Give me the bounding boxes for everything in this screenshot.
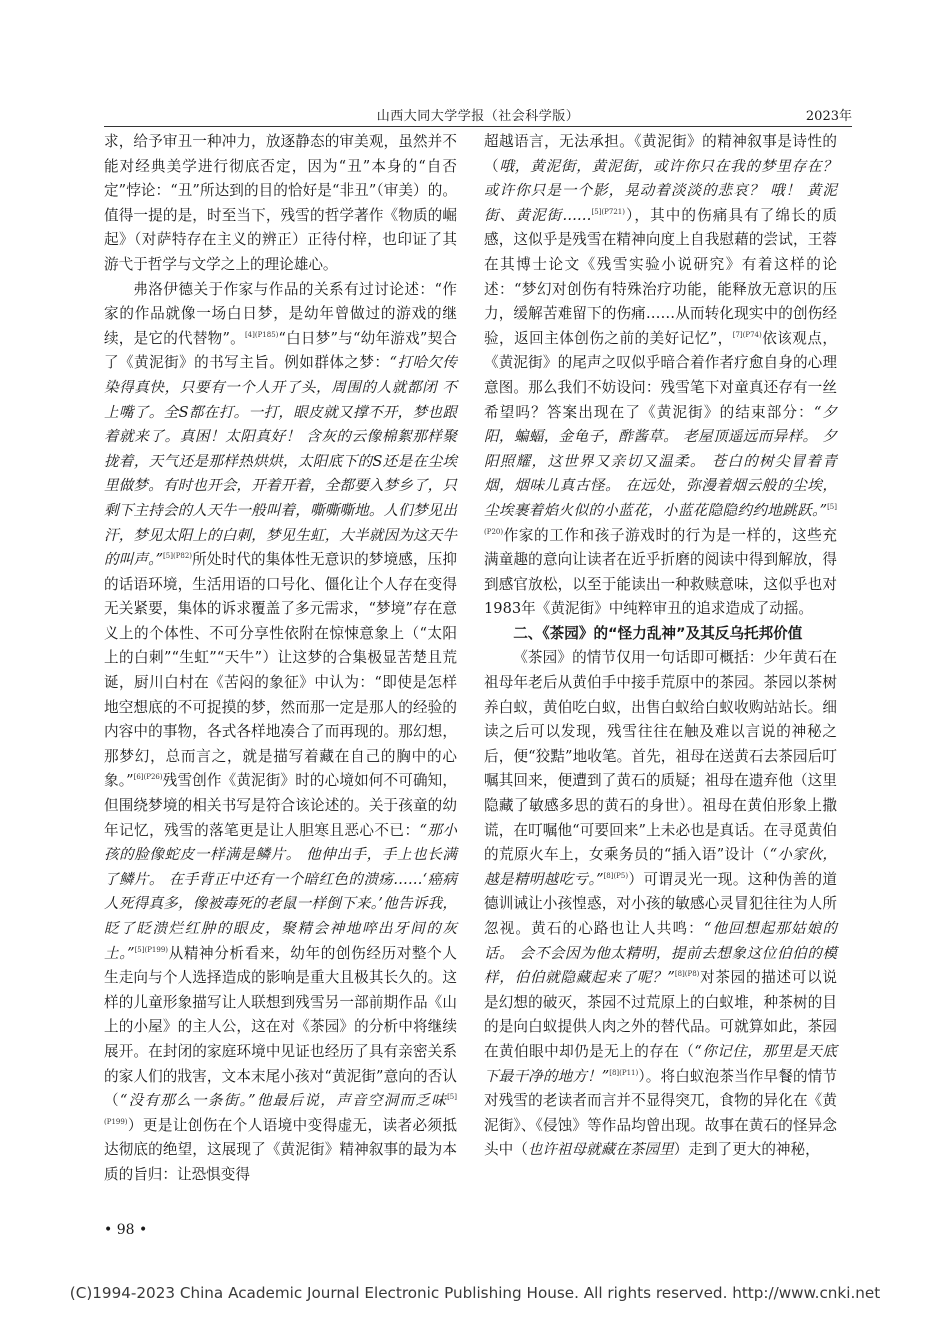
paragraph: 弗洛伊德关于作家与作品的关系有过讨论述：“作家的作品就像一场白日梦，是幼年曾做过的游戏的继续，是它的代替物”。$^{[4](P185)}$“白日梦”与“幼年游戏”契合了《黄泥街》的书写主旨。例如群体之梦：“打哈欠传染得真快，只要有一个人开了头，周围的人就都闭 不上嘴了。全S都在打。一打，眼皮就又撑不开，梦也跟着就来了。真困！太阳真好！ 含灰的云像棉絮那样聚拢着，天气还是那样热烘烘，太阳底下的S还是在尘埃里做梦。有时也开会，开着开着，全都要入梦乡了，只剩下主持会的人天牛一般叫着，嘶嘶嘶地。人们梦见出汗，梦见太阳上的白刺，梦见生虹，大半就因为这天牛的叫声。”$^{[5](P82)}$所处时代的集体性无意识的梦境感，压抑的话语环境，生活用语的口号化、僵化让个人存在变得无关紧要，集体的诉求覆盖了多元需求，“梦境”存在意义上的个体性、不可分享性依附在惊悚意象上（“太阳上的白刺”“生虹”“天牛”）让这梦的合集极显苦楚且荒诞，厨川白村在《苦闷的象征》中认为：“即使是怎样地空想底的不可捉摸的梦，然而那一定是那人的经验的内容中的事物，各式各样地凑合了而再现的。那幻想，那梦幻，总而言之，就是描写着藏在自己的胸中的心象。”$^{[6](P26)}$残雪创作《黄泥街》时的心境如何不可确知，但围绕梦境的相关书写是符合该论述的。关于孩童的幼年记忆，残雪的落笔更是让人胆寒且恶心不已：“那小孩的脸像蛇皮一样满是鳞片。 他伸出手，手上也长满了鳞片。 在手背正中还有一个暗红色的溃疡……‘癌病人死得真多，像被毒死的老鼠一样倒下来。’他告诉我，眨了眨溃烂红肿的眼皮，聚精会神地啐出牙间的灰土。”$^{[5](P199)}$从精神分析看来，幼年的创伤经历对整个人生走向与个人选择造成的影响是重大且极其长久的。这样的儿童形象描写让人联想到残雪另一部前期作品《山上的小屋》的主人公，这在对《茶园》的分析中将继续展开。在封闭的家庭环境中见证也经历了具有亲密关系的家人们的戕害，文本末尾小孩对“黄泥街”意向的否认（“没有那么一条街。”他最后说，声音空洞而乏味$^{[5](P199)}$）更是让创伤在个人语境中变得虚无，读者必须抵达彻底的绝望，这展现了《黄泥街》精神叙事的最为本质的旨归：让恐惧变得: [104, 280, 457, 1183]
page-number: • 98 •: [104, 1222, 148, 1238]
paragraph: 求，给予审丑一种冲力，放逐静态的审美观，虽然并不能对经典美学进行彻底否定，因为“丑”本身的“自否定”悖论：“丑”所达到的目的恰好是“非丑”（审美）的。值得一提的是，时至当下，残雪的哲学著作《物质的崛起》（对萨特存在主义的辨正）正待付梓，也印证了其游弋于哲学与文学之上的理论雄心。: [104, 133, 457, 273]
citation: [7](P74): [732, 330, 762, 339]
quotation: 哦，黄泥街，黄泥街，或许你只在我的梦里存在？ 或许你只是一个影，晃动着淡淡的悲哀？ 哦！ 黄泥街、黄泥街……: [484, 157, 837, 224]
citation: [8](P5): [603, 871, 629, 880]
citation: [5](P199): [134, 945, 169, 954]
citation: [8](P11): [609, 1068, 639, 1077]
quotation: “他回想起那姑娘的话。 会不会因为他太精明，提前去想象这位伯伯的模样，伯伯就隐藏起来了呢？”: [484, 920, 837, 987]
right-column: [484, 130, 837, 1163]
citation: [8](P8): [674, 970, 700, 979]
paragraph: 《茶园》的情节仅用一句话即可概括：少年黄石在祖母年老后从黄伯手中接手荒原中的茶园。茶园以茶树养白蚁，黄伯吃白蚁，出售白蚁给白蚁收购站站长。细读之后可以发现，残雪往往在触及难以言说的神秘之后，便“狡黠”地收笔。首先，祖母在送黄石去茶园后叮嘱其回来，便遭到了黄石的质疑；祖母在遗弃他（这里隐藏了敏感多思的黄石的身世）。祖母在黄伯形象上撒谎，在叮嘱他“可要回来”上未必也是真话。在寻觅黄伯的荒原火车上，女乘务员的“插入语”设计（“小家伙，越是精明越吃亏。”$^{[8](P5)}$）可谓灵光一现。这种伪善的道德训诫让小孩惶惑，对小孩的敏感心灵冒犯往往为人所忽视。黄石的心路也让人共鸣：“他回想起那姑娘的话。 会不会因为他太精明，提前去想象这位伯伯的模样，伯伯就隐藏起来了呢？”$^{[8](P8)}$对茶园的描述可以说是幻想的破灭，茶园不过荒原上的白蚁堆，种茶树的目的是向白蚁提供人肉之外的替代品。可就算如此，茶园在黄伯眼中却仍是无上的存在（“你记住，那里是天底下最干净的地方！”$^{[8](P11)}$）。将白蚁泡茶当作早餐的情节对残雪的老读者而言并不显得突兀，食物的异化在《黄泥街》、《侵蚀》等作品均曾出现。故事在黄石的怪异念头中（也许祖母就藏在茶园里）走到了更大的神秘，: [484, 649, 837, 1159]
quotation: “没有那么一条街。”他最后说，声音空洞而乏味: [119, 1092, 448, 1110]
quotation: “小家伙，越是精明越吃亏。”: [484, 846, 837, 888]
journal-title: 山西大同大学学报（社会科学版）: [376, 109, 580, 124]
running-header: [104, 104, 852, 127]
citation: [5](P20): [484, 502, 837, 536]
quotation: “你记住，那里是天底下最干净的地方！”: [484, 1042, 837, 1085]
citation: [5](P721): [591, 207, 625, 216]
citation: [5](P199): [104, 1093, 457, 1126]
quotation: “那小孩的脸像蛇皮一样满是鳞片。 他伸出手，手上也长满了鳞片。 在手背正中还有一个暗红色的溃疡……‘癌病人死得真多，像被毒死的老鼠一样倒下来。’他告诉我，眨了眨溃烂红肿的眼皮，聚精会神地啐出牙间的灰土。”: [104, 821, 457, 962]
citation: [4](P185): [244, 330, 279, 339]
quotation: “打哈欠传染得真快，只要有一个人开了头，周围的人就都闭 不上嘴了。全S都在打。一打，眼皮就又撑不开，梦也跟着就来了。真困！太阳真好！ 含灰的云像棉絮那样聚拢着，天气还是那样热烘烘，太阳底下的S还是在尘埃里做梦。有时也开会，开着开着，全都要入梦乡了，只剩下主持会的人天牛一般叫着，嘶嘶嘶地。人们梦见出汗，梦见太阳上的白刺，梦见生虹，大半就因为这天牛的叫声。”: [104, 354, 457, 569]
journal-year: 2023年: [805, 109, 852, 124]
section-heading: 二、《茶园》的“怪力乱神”及其反乌托邦价值: [513, 624, 803, 642]
quotation: 也许祖母就藏在茶园里: [527, 1141, 674, 1159]
citation: [5](P82): [163, 552, 193, 561]
paragraph: 超越语言，无法承担。《黄泥街》的精神叙事是诗性的（哦，黄泥街，黄泥街，或许你只在我的梦里存在？ 或许你只是一个影，晃动着淡淡的悲哀？ 哦！ 黄泥街、黄泥街……$^{[5](P721)}$），其中的伤痛具有了绵长的质感，这似乎是残雪在精神向度上自我慰藉的尝试，王蓉在其博士论文《残雪实验小说研究》有着这样的论述：“梦幻对创伤有特殊治疗功能，能释放无意识的压力，缓解苦难留下的伤痛……从而转化现实中的创伤经验，返回主体创伤之前的美好记忆”，$^{[7](P74)}$依该观点，《黄泥街》的尾声之叹似乎暗合着作者疗愈自身的心理意图。那么我们不妨设问：残雪笔下对童真还存有一丝希望吗？答案出现在了《黄泥街》的结束部分：“夕阳，蝙蝠，金龟子，酢酱草。 老屋顶遥远而异样。 夕阳照耀，这世界又亲切又温柔。 苍白的树尖冒着青烟，烟味儿真古怪。 在远处，弥漫着烟云般的尘埃，尘埃裹着焰火似的小蓝花，小蓝花隐隐约约地跳跃。”$^{[5](P20)}$作家的工作和孩子游戏时的行为是一样的，这些充满童趣的意向让读者在近乎折磨的阅读中得到解放，得到感官放松，以至于能读出一种救赎意味，这似乎也对1983年《黄泥街》中纯粹审丑的追求造成了动摇。: [484, 133, 837, 618]
quotation: “夕阳，蝙蝠，金龟子，酢酱草。 老屋顶遥远而异样。 夕阳照耀，这世界又亲切又温柔。 苍白的树尖冒着青烟，烟味儿真古怪。 在远处，弥漫着烟云般的尘埃，尘埃裹着焰火似的小蓝花，小蓝花隐隐约约地跳跃。”: [484, 403, 837, 519]
citation: [6](P26): [133, 773, 163, 782]
copyright-footer: (C)1994-2023 China Academic Journal Electronic Publishing House. All rights reserved. http://www.cnki.net: [69, 1284, 881, 1302]
left-column: [104, 130, 457, 1188]
